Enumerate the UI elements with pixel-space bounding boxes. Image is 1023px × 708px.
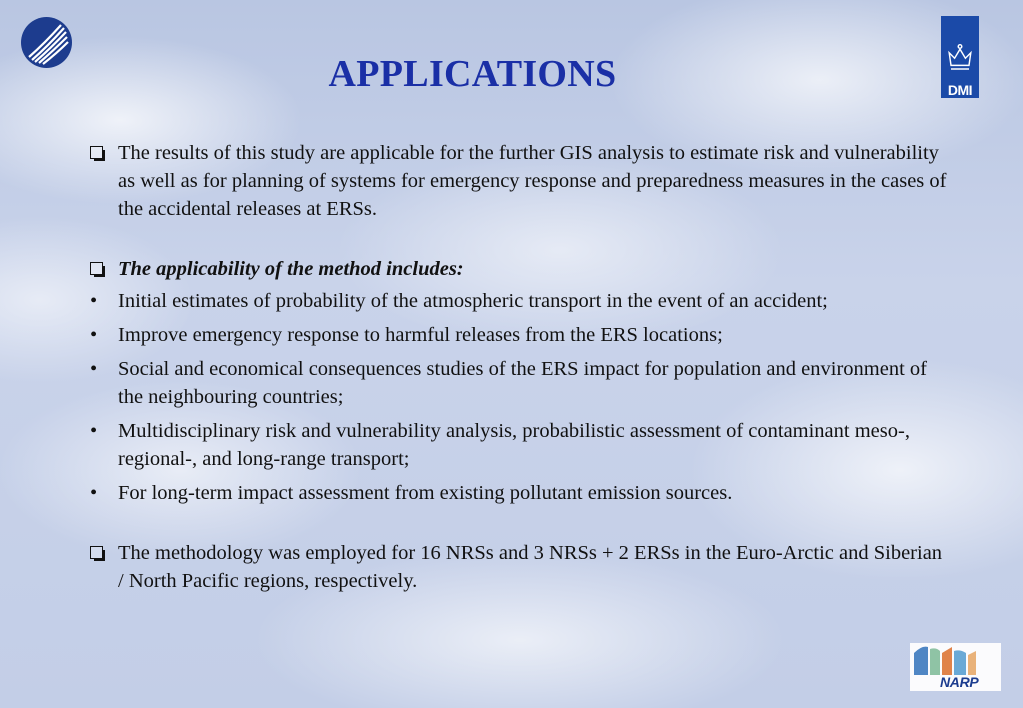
- list-item-text: Social and economical consequences studies of the ERS impact for population and environment of the neighbouring countries;: [118, 358, 927, 408]
- bullet-dot-icon: •: [90, 420, 98, 442]
- dmi-logo: [941, 16, 979, 98]
- page-title: APPLICATIONS: [328, 53, 617, 95]
- applicability-heading: [90, 255, 950, 283]
- list-item-text: Improve emergency response to harmful releases from the ERS locations;: [118, 324, 723, 346]
- slide-content: [90, 139, 950, 595]
- crown-icon: [944, 42, 976, 78]
- dmi-label: DMI: [947, 82, 973, 98]
- list-item: [90, 321, 950, 349]
- applicability-heading-text: The applicability of the method includes:: [118, 258, 464, 280]
- bullet-dot-icon: •: [90, 482, 98, 504]
- checkbox-bullet-icon: [90, 262, 103, 275]
- checkbox-bullet-icon: [90, 546, 103, 559]
- bullet-dot-icon: •: [90, 324, 98, 346]
- closing-text: The methodology was employed for 16 NRSs and 3 NRSs + 2 ERSs in the Euro-Arctic and Siberian / North Pacific regions, respectively.: [118, 542, 943, 592]
- intro-text: The results of this study are applicable for the further GIS analysis to estimate risk and vulnerability as well as for planning of systems for emergency response and preparedness measures in the cases of the accidental releases at ERSs.: [118, 142, 947, 220]
- list-item-text: Initial estimates of probability of the atmospheric transport in the event of an accident;: [118, 290, 828, 312]
- list-item: [90, 479, 950, 507]
- narp-logo: [910, 643, 1001, 691]
- bullet-dot-icon: •: [90, 290, 98, 312]
- closing-paragraph: [90, 539, 950, 595]
- list-item-text: For long-term impact assessment from existing pollutant emission sources.: [118, 482, 733, 504]
- narp-label: NARP: [940, 674, 979, 690]
- narp-emblem-icon: [910, 643, 1001, 677]
- list-item: [90, 287, 950, 315]
- list-item: [90, 417, 950, 473]
- bullet-dot-icon: •: [90, 358, 98, 380]
- list-item: [90, 355, 950, 411]
- checkbox-bullet-icon: [90, 146, 103, 159]
- list-item-text: Multidisciplinary risk and vulnerability analysis, probabilistic assessment of contaminant meso-, regional-, and long-range transport;: [118, 420, 910, 470]
- intro-paragraph: [90, 139, 950, 223]
